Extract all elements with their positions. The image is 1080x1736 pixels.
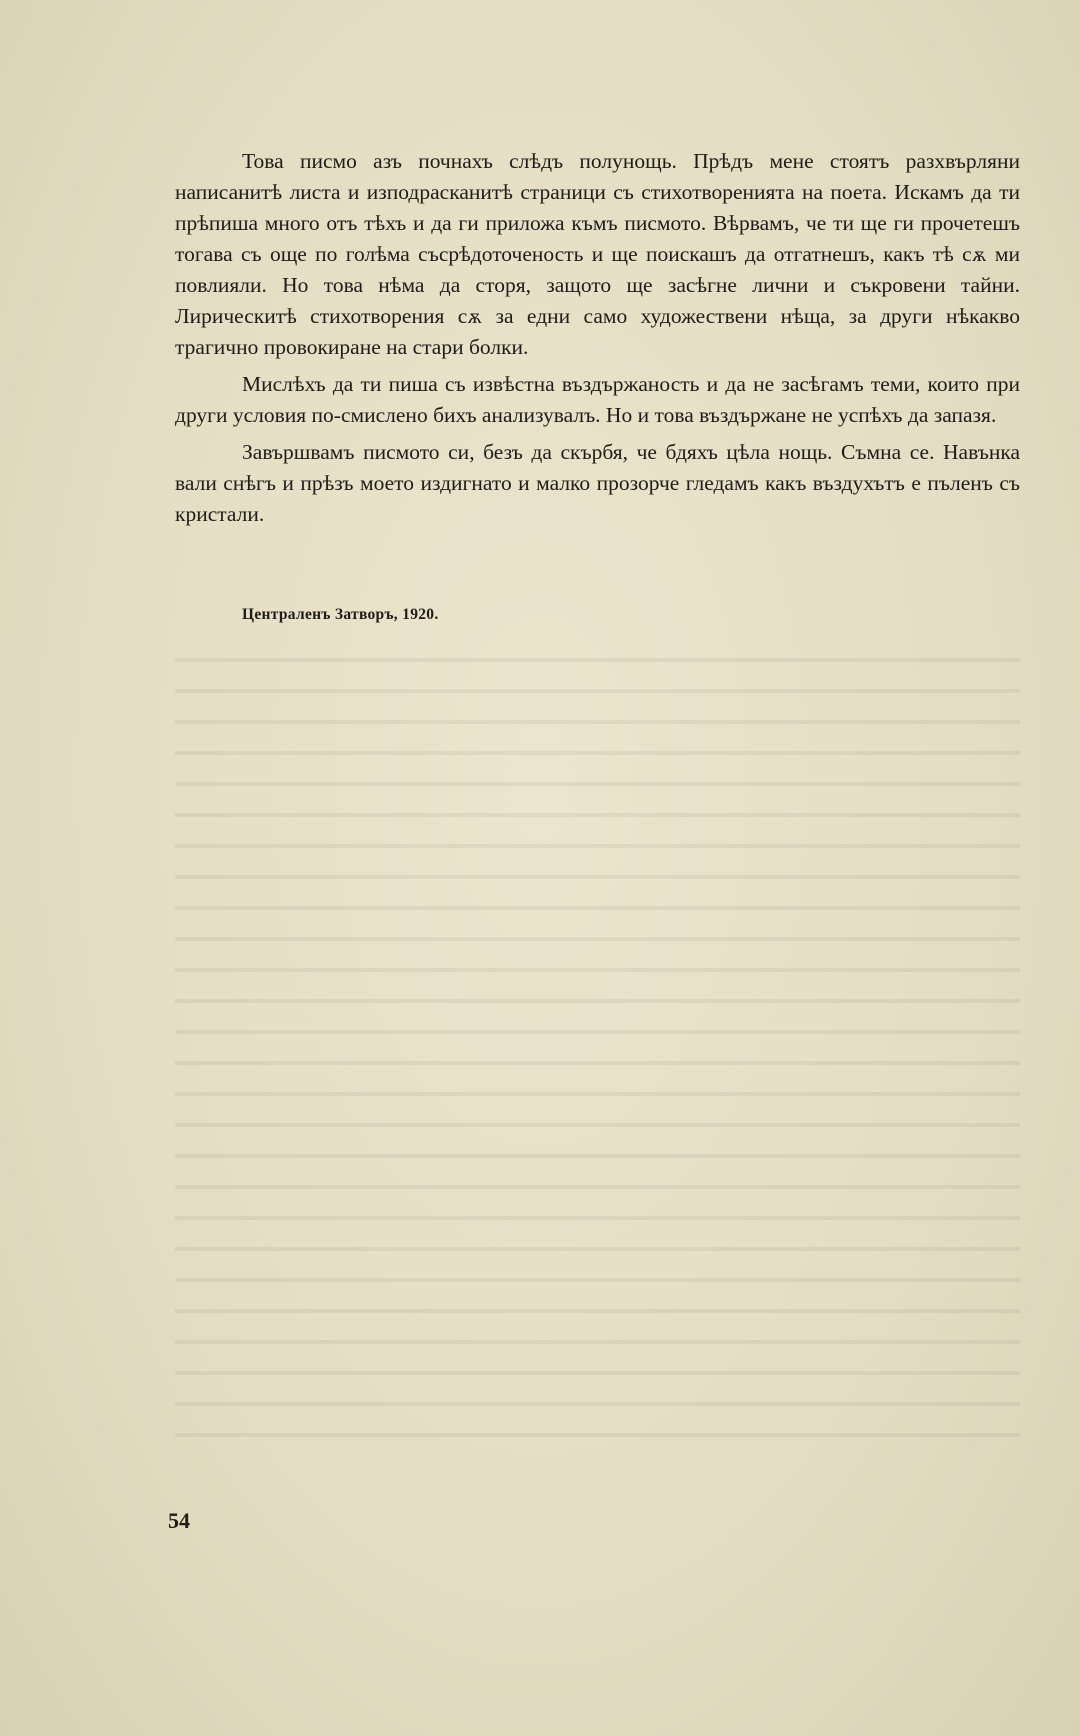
letter-body (175, 146, 1020, 530)
paragraph-2: Мислѣхъ да ти пиша съ извѣстна въздържаность и да не засѣгамъ теми, които при други условия по-смислено бихъ анализувалъ. Но и това въздържане не успѣхъ да запазя. (175, 372, 1020, 427)
page-number: 54 (168, 1508, 190, 1533)
paragraph-1: Това писмо азъ почнахъ слѣдъ полунощь. Прѣдъ мене стоятъ разхвърляни написанитѣ листа и изподрасканитѣ страници съ стихотворенията на поета. Искамъ да ти прѣпиша много отъ тѣхъ и да ги приложа къмъ писмото. Вѣрвамъ, че ти ще ги прочетешъ тогава съ още по голѣма съсрѣдоточеность и ще поискашъ да отгатнешъ, какъ тѣ сѫ ми повлияли. Но това нѣма да сторя, защото ще засѣгне лични и съкровени тайни. Лирическитѣ стихотворения сѫ за едни само художествени нѣща, за други нѣкакво трагично провокиране на стари болки. (175, 149, 1020, 359)
paragraph-3: Завършвамъ писмото си, безъ да скърбя, че бдяхъ цѣла нощь. Съмна се. Навънка вали снѣгъ и прѣзъ моето издигнато и малко прозорче гледамъ какъ въздухътъ е пъленъ съ кристали. (175, 440, 1020, 526)
show-through-text (175, 640, 1020, 1460)
place-date-signature: Централенъ Затворъ, 1920. (242, 606, 439, 623)
